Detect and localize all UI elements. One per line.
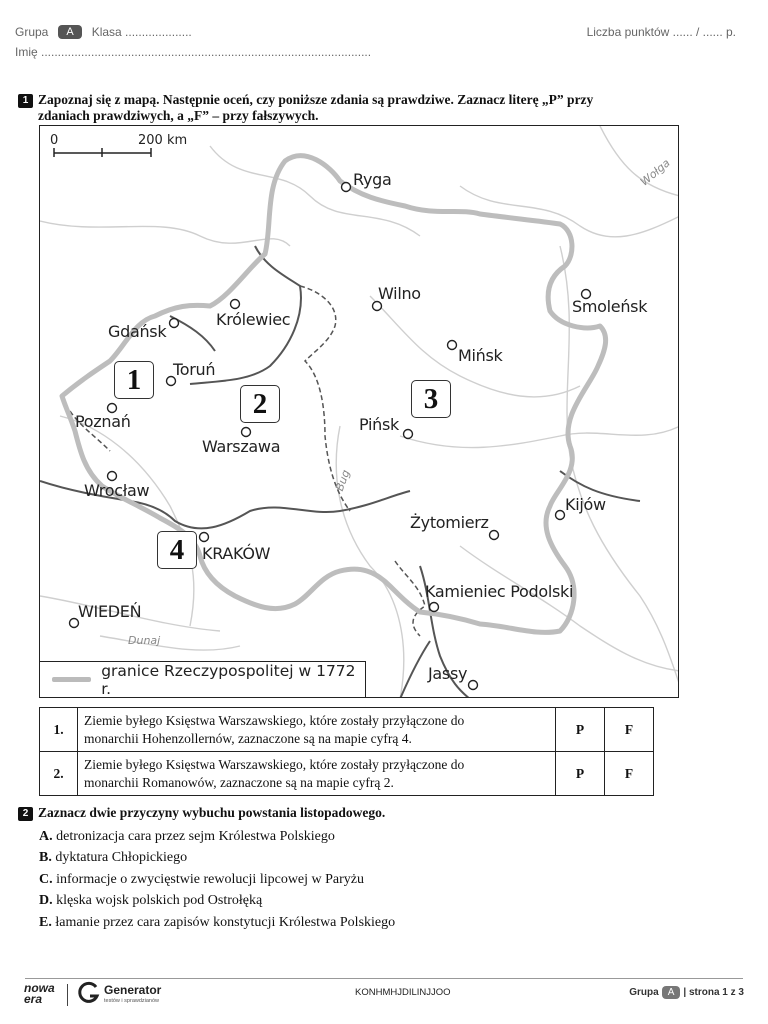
option-letter: B. — [39, 850, 52, 866]
footer-grupa-badge: A — [662, 986, 681, 999]
city-wilno: Wilno — [378, 284, 421, 303]
q1-title-line1: Zapoznaj się z mapą. Następnie oceń, czy poniższe zdania są prawdziwe. Zaznacz literę „P” przy — [38, 92, 594, 107]
option-d[interactable] — [39, 890, 395, 911]
true-false-table — [39, 707, 654, 796]
city-torun: Toruń — [173, 360, 216, 379]
city-zytomierz: Żytomierz — [410, 513, 489, 532]
logo-line2: era — [24, 992, 43, 1006]
answer-true-1[interactable]: P — [556, 708, 605, 752]
generator-title: Generator — [104, 983, 162, 997]
statement-line2: monarchii Hohenzollernów, zaznaczone są na mapie cyfrą 4. — [84, 730, 412, 746]
answer-false-1[interactable]: F — [605, 708, 654, 752]
city-smolensk: Smoleńsk — [572, 297, 648, 316]
city-warszawa: Warszawa — [202, 437, 281, 456]
region-number-1: 1 — [114, 361, 154, 399]
nowa-era-logo — [24, 983, 55, 1005]
footer-grupa-label: Grupa — [629, 987, 659, 998]
option-b[interactable] — [39, 847, 395, 868]
option-letter: A. — [39, 829, 53, 844]
option-e[interactable] — [39, 912, 395, 933]
option-text: detronizacja cara przez sejm Królestwa Polskiego — [56, 829, 335, 844]
q1-title — [18, 92, 648, 124]
document-code: KONHMHJDILINJJOO — [355, 987, 451, 998]
city-jassy: Jassy — [428, 664, 468, 683]
table-row — [40, 752, 654, 796]
city-poznan: Poznań — [75, 412, 131, 431]
map-legend — [40, 661, 366, 697]
grupa-label: Grupa — [15, 25, 49, 39]
city-minsk: Mińsk — [458, 346, 503, 365]
city-wroclaw: Wrocław — [84, 481, 150, 500]
footer-page-info — [629, 986, 744, 999]
q1-title-line2: zdaniach prawdziwych, a „F” – przy fałszywych. — [38, 108, 319, 123]
answer-false-2[interactable]: F — [605, 752, 654, 796]
city-ryga: Ryga — [353, 170, 392, 189]
scale-start: 0 — [50, 133, 59, 148]
grupa-badge: A — [58, 25, 81, 39]
statement-number: 2. — [40, 752, 78, 796]
q2-title-text: Zaznacz dwie przyczyny wybuchu powstania listopadowego. — [38, 805, 386, 820]
option-a[interactable] — [39, 826, 395, 847]
option-text: klęska wojsk polskich pod Ostrołęką — [56, 893, 263, 909]
option-letter: E. — [39, 914, 52, 930]
statement-line2: monarchii Romanowów, zaznaczone są na mapie cyfrą 2. — [84, 774, 394, 790]
river-wolga: Wołga — [637, 156, 673, 189]
footer-separator — [67, 984, 68, 1006]
city-krolewiec: Królewiec — [216, 310, 291, 329]
option-text: informacje o zwycięstwie rewolucji lipcowej w Paryżu — [56, 871, 365, 887]
statement-line1: Ziemie byłego Księstwa Warszawskiego, które zostały przyłączone do — [84, 756, 465, 772]
city-krakow: KRAKÓW — [202, 544, 271, 563]
city-kijow: Kijów — [565, 495, 606, 514]
option-letter: C. — [39, 871, 53, 887]
legend-text: granice Rzeczypospolitej w 1772 r. — [101, 661, 356, 698]
page-number: | strona 1 z 3 — [683, 987, 744, 998]
historical-map — [39, 125, 679, 698]
klasa-label: Klasa .................... — [91, 25, 192, 39]
legend-border-swatch — [52, 677, 91, 682]
river-bug: Bug — [332, 468, 353, 493]
region-number-4: 4 — [157, 531, 197, 569]
logo-line1: nowa — [24, 981, 55, 995]
river-dunaj: Dunaj — [128, 634, 161, 647]
option-text: łamanie przez cara zapisów konstytucji Królestwa Polskiego — [55, 914, 396, 930]
scale-end: 200 km — [138, 133, 188, 148]
city-kamieniec: Kamieniec Podolski — [425, 582, 574, 601]
statement-text — [78, 752, 556, 796]
imie-line: Imię ................................................................................................... — [15, 45, 372, 59]
footer-divider — [25, 978, 743, 979]
city-pinsk: Pińsk — [359, 415, 399, 434]
city-wieden: WIEDEŃ — [78, 602, 142, 621]
option-text: dyktatura Chłopickiego — [55, 850, 188, 866]
header-grupa — [15, 25, 192, 39]
statement-text — [78, 708, 556, 752]
q2-number: 2 — [18, 807, 33, 821]
generator-subtitle: testów i sprawdzianów — [104, 998, 160, 1004]
table-row — [40, 708, 654, 752]
region-number-3: 3 — [411, 380, 451, 418]
answer-true-2[interactable]: P — [556, 752, 605, 796]
statement-line1: Ziemie byłego Księstwa Warszawskiego, które zostały przyłączone do — [84, 712, 465, 728]
statement-number: 1. — [40, 708, 78, 752]
q1-number: 1 — [18, 94, 33, 108]
q2-title — [18, 805, 385, 821]
city-gdansk: Gdańsk — [108, 322, 167, 341]
q2-options — [39, 826, 395, 933]
option-c[interactable] — [39, 869, 395, 890]
points-line: Liczba punktów ...... / ...... p. — [586, 25, 736, 39]
option-letter: D. — [39, 893, 53, 909]
region-number-2: 2 — [240, 385, 280, 423]
generator-logo-icon — [77, 981, 101, 1005]
